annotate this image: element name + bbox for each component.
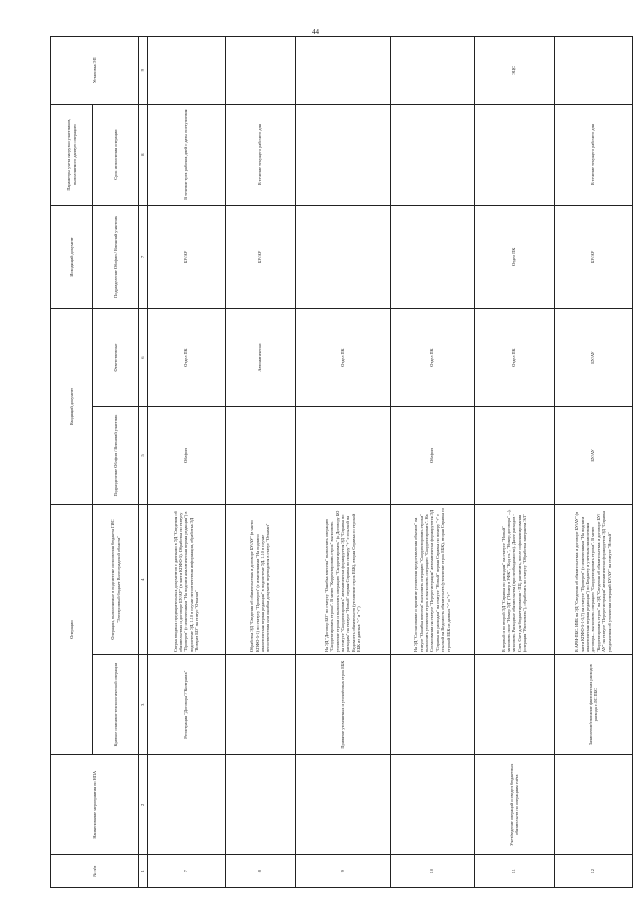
row-in-dept: Облфин <box>147 407 225 505</box>
row-in-resp: Автоматически <box>225 309 295 407</box>
row-ops: На ЭД "Согласование и принятие уточнения предоставления объемов" на статусе "Ошибка внесена" выполнить операцию "Скорректировать строки" выполнить уточнение строк и выполнить операцию "Скорректировать". На Согласовании на статусе "Перерегистрация" автоматически формируются ЭД "Справка по расходам" на статусе "Новый" первая Справка по номеру "+" с ссылкой на Ведомость обязательств (уточнение строк ЕБК), вторая Справка со строкой ЕБК из данных "-" и "+" <box>390 504 474 654</box>
page-number: 44 <box>312 28 319 36</box>
header-group-output: Исходящий документ <box>51 205 93 308</box>
row-ops: В первый и во второй ЭД "Справка по расходам" на статусе "Новый" заполнить поле "Номер ЭД" ("Номер в УФК", "Код сч.", "Номер договора" ...), заполнить Расходные обязательства (при необходимости). Далее расходов - Счет. Счет для бюджетирования - ПЦ, расчитать, после софинансирования (операция "Рассчитать"), обработать по статусу "Обработка завершена ЭЛ" <box>474 504 554 654</box>
row-ops: В АРМ-ПБС. ИИБ на ЭД "Сведения об обязательствах и договоре БУ/АУ" (в части КПФО-5-1-5,7) на статусе "Проверен" (с изменениями "На подписи аналитическая верная редакция") по Бюджету и учетным начислениям договора... выполнить операцию "Скорректировать строки". В меню "Корректировать строк" на ЭД "Сведения об обязательствах и договоре БУ/АУ" на статусе "Перерегистрация" автоматически формируется ЭД "Справка уведомления об уточнении операций БУ/АУ" на статусе "Новый" <box>554 504 632 654</box>
header-col-name: Наименование мероприятия по НПА <box>51 755 139 855</box>
header-col-setup: Установка ЭП <box>51 37 139 105</box>
header-num: 6 <box>139 309 148 407</box>
row-name: Учет/ведение операций и сведен бюджетных обязательств по операциям счёта <box>474 755 554 855</box>
row-setup: ЭЦС <box>474 37 554 105</box>
row-term: В течение текущего рабочего дня <box>554 104 632 205</box>
document-sheet <box>50 36 631 888</box>
row-in-resp: Отдел ПК <box>295 309 390 407</box>
row-in-dept: Облфин <box>390 407 474 505</box>
header-num: 8 <box>139 104 148 205</box>
row-no: 9 <box>295 855 390 888</box>
row-brief <box>225 655 295 755</box>
row-ops: На ЭД "Договор БО" по статусу "Ошибка внесена" выполнить операцию "Скорректировать строки". В меню "Корректировать строк" выполнить уточнение строки и выполнить операцию "Скорректировать" (к Договору БО на статусе "Скорректировать" автоматически формируется ЭД "Справка по расходам" на статусе "Новый" первая Справка по номеру "+" с ссылкой на Ведомость обязательств (уточнение строк ЕБК), вторая Справка со строкой ЕБК из данных "-" и "+") <box>295 504 390 654</box>
row-brief: Регистрация "Договора"/"Контракта" <box>147 655 225 755</box>
header-col-in-dept: Подразделение Облфин / Внешний участник <box>93 407 139 505</box>
header-number-row <box>139 37 148 888</box>
row-in-resp: Отдел ПК <box>390 309 474 407</box>
row-out-dept: БУ/АУ <box>147 205 225 308</box>
row-brief: Принятие уточняемых и уточнённых строк ЕБК <box>295 655 390 755</box>
header-group-input: Входящий документ <box>51 309 93 505</box>
row-brief <box>474 655 554 755</box>
row-in-resp: Отдел ПК <box>147 309 225 407</box>
row-brief <box>390 655 474 755</box>
row-name <box>147 755 225 855</box>
row-name <box>390 755 474 855</box>
row-ops: Обработка ЭД "Сведения об обязательствах и договоре БУ/АУ" (в части КПФО-5-1) по статусу "Проверен" (с изменениями "На подписи аналитическая верная редакция" в подсистеме ЭД. 1.10 в случае несоответствия или ошибки документ переводится в статус "Отказан" <box>225 504 295 654</box>
row-out-dept <box>390 205 474 308</box>
row-setup <box>147 37 225 105</box>
row-term <box>295 104 390 205</box>
row-out-dept <box>295 205 390 308</box>
row-setup <box>390 37 474 105</box>
regulation-table <box>50 36 633 888</box>
row-setup <box>225 37 295 105</box>
row-name <box>554 755 632 855</box>
rotated-table-container <box>50 36 631 888</box>
header-col-term: Срок исполнения операции <box>93 104 139 205</box>
header-group-params: Параметры учета нагрузки участников, выполняемого данную операцию <box>51 104 93 205</box>
header-num: 4 <box>139 504 148 654</box>
row-term: В течение трех рабочих дней с даты поступления <box>147 104 225 205</box>
row-term: В течение текущего рабочего дня <box>225 104 295 205</box>
header-col-brief: Краткое описание технологической операции <box>93 655 139 755</box>
table-row <box>147 37 225 888</box>
row-in-dept <box>295 407 390 505</box>
header-col-ops: Операции, выполняемые в подсистеме исполнения бюджета ГИС "Электронный бюджет Волгоградской области" <box>93 504 139 654</box>
row-setup <box>554 37 632 105</box>
row-in-dept: БУ/АУ <box>554 407 632 505</box>
table-row <box>554 37 632 888</box>
row-no: 12 <box>554 855 632 888</box>
table-row <box>225 37 295 888</box>
row-out-dept: БУ/АУ <box>225 205 295 308</box>
header-num: 2 <box>139 755 148 855</box>
table-row <box>474 37 554 888</box>
header-col-in-resp: Ответственные <box>93 309 139 407</box>
row-term <box>390 104 474 205</box>
header-num: 1 <box>139 855 148 888</box>
header-group-operation: Операции <box>51 504 93 754</box>
row-no: 10 <box>390 855 474 888</box>
row-out-dept: Отдел ПК <box>474 205 554 308</box>
header-num: 3 <box>139 655 148 755</box>
row-setup <box>295 37 390 105</box>
row-no: 7 <box>147 855 225 888</box>
table-row <box>390 37 474 888</box>
row-in-dept <box>225 407 295 505</box>
row-in-resp: Отдел ПК <box>474 309 554 407</box>
row-out-dept: БУ/АУ <box>554 205 632 308</box>
row-in-dept <box>474 407 554 505</box>
row-in-resp: БУ/АУ <box>554 309 632 407</box>
header-col-out-dept: Подразделение Облфин / Внешний участник <box>93 205 139 308</box>
table-row <box>295 37 390 888</box>
header-col-no: № п/п <box>51 855 139 888</box>
row-no: 11 <box>474 855 554 888</box>
row-ops: Сверка вводных предварительных документов с данными в ЭД "Сведения об обязательствах и договоре БУ/АУ" (в части КПФО-5). Обработка по статусу "Проверен" (с изменениями "На подписи аналитическая верная редакция") в подсистеме ЭД. 1.10 в случае несоответствия информации, обработка ЭД "Возврат БО" на статус "Отказан" <box>147 504 225 654</box>
header-num: 5 <box>139 407 148 505</box>
row-brief: Зачисление/списание фактических расходов расхода с ЛС ПБС <box>554 655 632 755</box>
header-num: 7 <box>139 205 148 308</box>
row-no: 8 <box>225 855 295 888</box>
header-num: 9 <box>139 37 148 105</box>
row-term <box>474 104 554 205</box>
row-name <box>295 755 390 855</box>
row-name <box>225 755 295 855</box>
